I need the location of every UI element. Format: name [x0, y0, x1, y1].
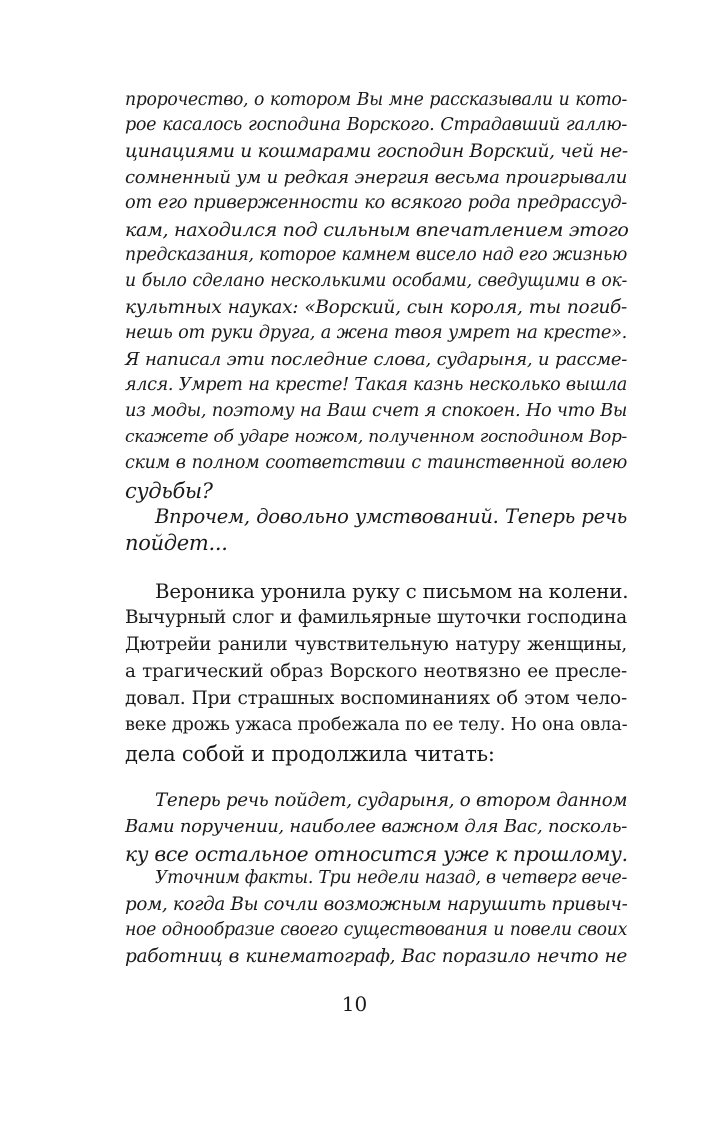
letter-line: цинациями и кошмарами господин Ворский, чей не- [125, 141, 628, 162]
letter-line: Я написал эти последние слова, сударыня, и рассме- [125, 349, 627, 370]
letter-line: ку все остальное относится уже к прошлому. [125, 842, 628, 866]
letter-line: сомненный ум и редкая энергия весьма проигрывали [125, 167, 627, 188]
letter-line: Теперь речь пойдет, сударыня, о втором данном [155, 790, 628, 811]
narrative-line: Вероника уронила руку с письмом на колени. [155, 580, 629, 603]
letter-line: культных науках: «Ворский, сын короля, ты погиб- [125, 297, 627, 318]
narrative-line: Вычурный слог и фамильярные шуточки господина [125, 607, 627, 628]
letter-line: ром, когда Вы сочли возможным нарушить привыч- [125, 894, 628, 915]
letter-line: Уточним факты. Три недели назад, в четверг вече- [155, 868, 627, 888]
letter-line: пророчество, о котором Вы мне рассказывали и кото- [125, 90, 627, 110]
letter-line: скажете об ударе ножом, полученном господином Вор- [125, 427, 627, 447]
letter-line: предсказания, которое камнем висело над его жизнью [125, 245, 627, 265]
letter-line: и было сделано несколькими особами, сведущими в ок- [125, 271, 627, 291]
page-number: 10 [341, 992, 368, 1016]
letter-line: судьбы? [125, 479, 213, 503]
letter-line: нешь от руки друга, а жена твоя умрет на кресте». [125, 323, 627, 343]
narrative-line: довал. При страшных воспоминаниях об этом чело- [125, 688, 627, 709]
narrative-line: Дютрейи ранили чувствительную натуру женщины, [125, 634, 627, 655]
letter-line: кам, находился под сильным впечатлением этого [125, 219, 629, 241]
letter-line: от его приверженности ко всякого рода предрассуд- [125, 193, 627, 213]
letter-line: ное однообразие своего существования и повели своих [125, 920, 627, 940]
narrative-line: веке дрожь ужаса пробежала по ее телу. Но она овла- [125, 715, 628, 735]
letter-line: Вами поручении, наиболее важном для Вас, посколь- [125, 816, 627, 837]
letter-line: работниц в кинематограф, Вас поразило нечто не [125, 946, 627, 967]
letter-line: Впрочем, довольно умствований. Теперь речь [155, 505, 627, 528]
letter-line: ским в полном соответствии с таинственной волею [125, 453, 627, 473]
letter-line: из моды, поэтому на Ваш счет я спокоен. Но что Вы [125, 401, 627, 421]
letter-line: рое касалось господина Ворского. Страдавший галлю- [125, 115, 627, 135]
letter-line: ялся. Умрет на кресте! Такая казнь несколько вышла [125, 375, 627, 395]
letter-line: пойдет... [125, 531, 228, 555]
narrative-line: дела собой и продолжила читать: [125, 742, 495, 766]
narrative-line: а трагический образ Ворского неотвязно ее пресле- [125, 661, 627, 682]
